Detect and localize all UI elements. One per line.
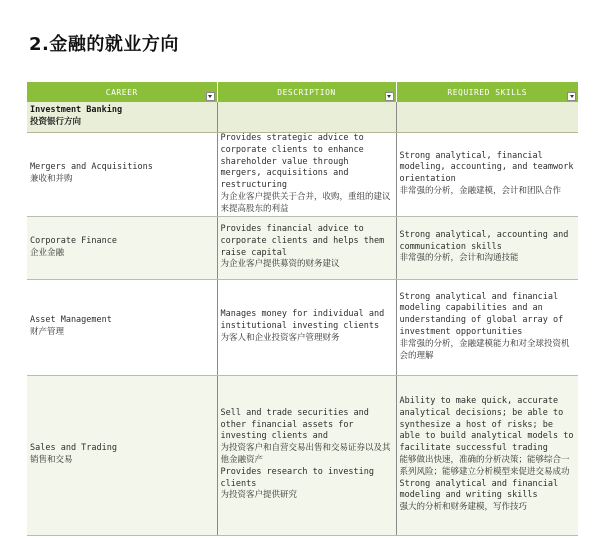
career-name-en: Corporate Finance — [30, 235, 117, 246]
table-row — [27, 279, 578, 375]
header-skills-label: REQUIRED SKILLS — [447, 87, 528, 97]
description-cell — [217, 279, 396, 375]
career-name-en: Sales and Trading — [30, 443, 117, 454]
dropdown-arrow-icon — [570, 95, 574, 98]
skills-en: Strong analytical, accounting and communication skills — [399, 229, 569, 252]
skills-cell — [396, 133, 578, 217]
skills-cell — [396, 216, 578, 279]
section-label-en: Investment Banking — [30, 105, 123, 115]
table-row — [27, 375, 578, 535]
description-en: Manages money for individual and institutional investing clients — [220, 309, 385, 332]
career-name-zh: 财产管理 — [30, 327, 65, 338]
dropdown-arrow-icon — [208, 95, 212, 98]
skills-zh: 非常强的分析，金融建模，会计和团队合作 — [399, 186, 562, 197]
career-name-zh: 兼收和并购 — [30, 174, 73, 185]
career-cell — [27, 279, 217, 375]
page-title: 2.金融的就业方向 — [29, 34, 179, 55]
career-cell — [27, 216, 217, 279]
header-description — [217, 82, 396, 102]
description-zh: 为客人和企业投资客户管理财务 — [220, 332, 340, 343]
header-career — [27, 82, 217, 102]
career-filter-button[interactable] — [206, 92, 215, 101]
section-empty-cell — [396, 102, 578, 133]
section-label-cell — [27, 102, 217, 133]
header-row — [27, 82, 578, 102]
skills-zh: 非常强的分析，会计和沟通技能 — [399, 253, 519, 264]
career-name-zh: 企业金融 — [30, 247, 65, 258]
description-en: Provides strategic advice to corporate clients to enhance shareholder value through mergers, acquisitions and restructuring — [220, 133, 364, 191]
career-cell — [27, 375, 217, 535]
skills-zh-2: 强大的分析和财务建模，写作技巧 — [399, 502, 528, 513]
skills-en: Ability to make quick, accurate analytical decisions; be able to synthesize a host of risks; be able to build analytical models to facilitate successful trading — [399, 396, 574, 454]
skills-zh: 非常强的分析，金融建模能力和对全球投资机会的理解 — [399, 338, 570, 361]
career-table — [27, 82, 578, 536]
description-cell — [217, 133, 396, 217]
description-en: Provides financial advice to corporate clients and helps them raise capital — [220, 223, 385, 258]
header-description-label: DESCRIPTION — [277, 87, 336, 97]
description-filter-button[interactable] — [385, 92, 394, 101]
career-cell — [27, 133, 217, 217]
description-zh: 为企业客户提供关于合并，收购，重组的建议来提高股东的利益 — [220, 191, 391, 214]
header-skills — [396, 82, 578, 102]
table-row — [27, 133, 578, 217]
section-label-zh: 投资银行方向 — [30, 116, 82, 127]
career-name-en: Mergers and Acquisitions — [30, 162, 153, 173]
description-en: Sell and trade securities and other financial assets for investing clients and — [220, 407, 369, 442]
description-zh: 为企业客户提供募资的财务建议 — [220, 259, 340, 270]
header-career-label: CAREER — [105, 87, 138, 97]
section-empty-cell — [217, 102, 396, 133]
section-row-investment-banking — [27, 102, 578, 133]
dropdown-arrow-icon — [387, 95, 391, 98]
description-zh: 为投资客户和自营交易出售和交易证券以及其他金融资产 — [220, 443, 391, 466]
table-row — [27, 216, 578, 279]
career-name-en: Asset Management — [30, 315, 112, 326]
description-zh-2: 为投资客户提供研究 — [220, 490, 298, 501]
skills-cell — [396, 279, 578, 375]
skills-cell — [396, 375, 578, 535]
skills-en: Strong analytical, financial modeling, accounting, and teamwork orientation — [399, 150, 574, 185]
description-cell — [217, 216, 396, 279]
description-cell — [217, 375, 396, 535]
skills-en: Strong analytical and financial modeling capabilities and an understanding of global array of investment opportunities — [399, 291, 564, 338]
career-name-zh: 销售和交易 — [30, 455, 73, 466]
skills-filter-button[interactable] — [567, 92, 576, 101]
description-en-2: Provides research to investing clients — [220, 466, 375, 489]
skills-zh: 能够做出快速，准确的分析决策；能够综合一系列风险；能够建立分析模型来促进交易成功 — [399, 455, 570, 477]
skills-en-2: Strong analytical and financial modeling and writing skills — [399, 478, 559, 501]
